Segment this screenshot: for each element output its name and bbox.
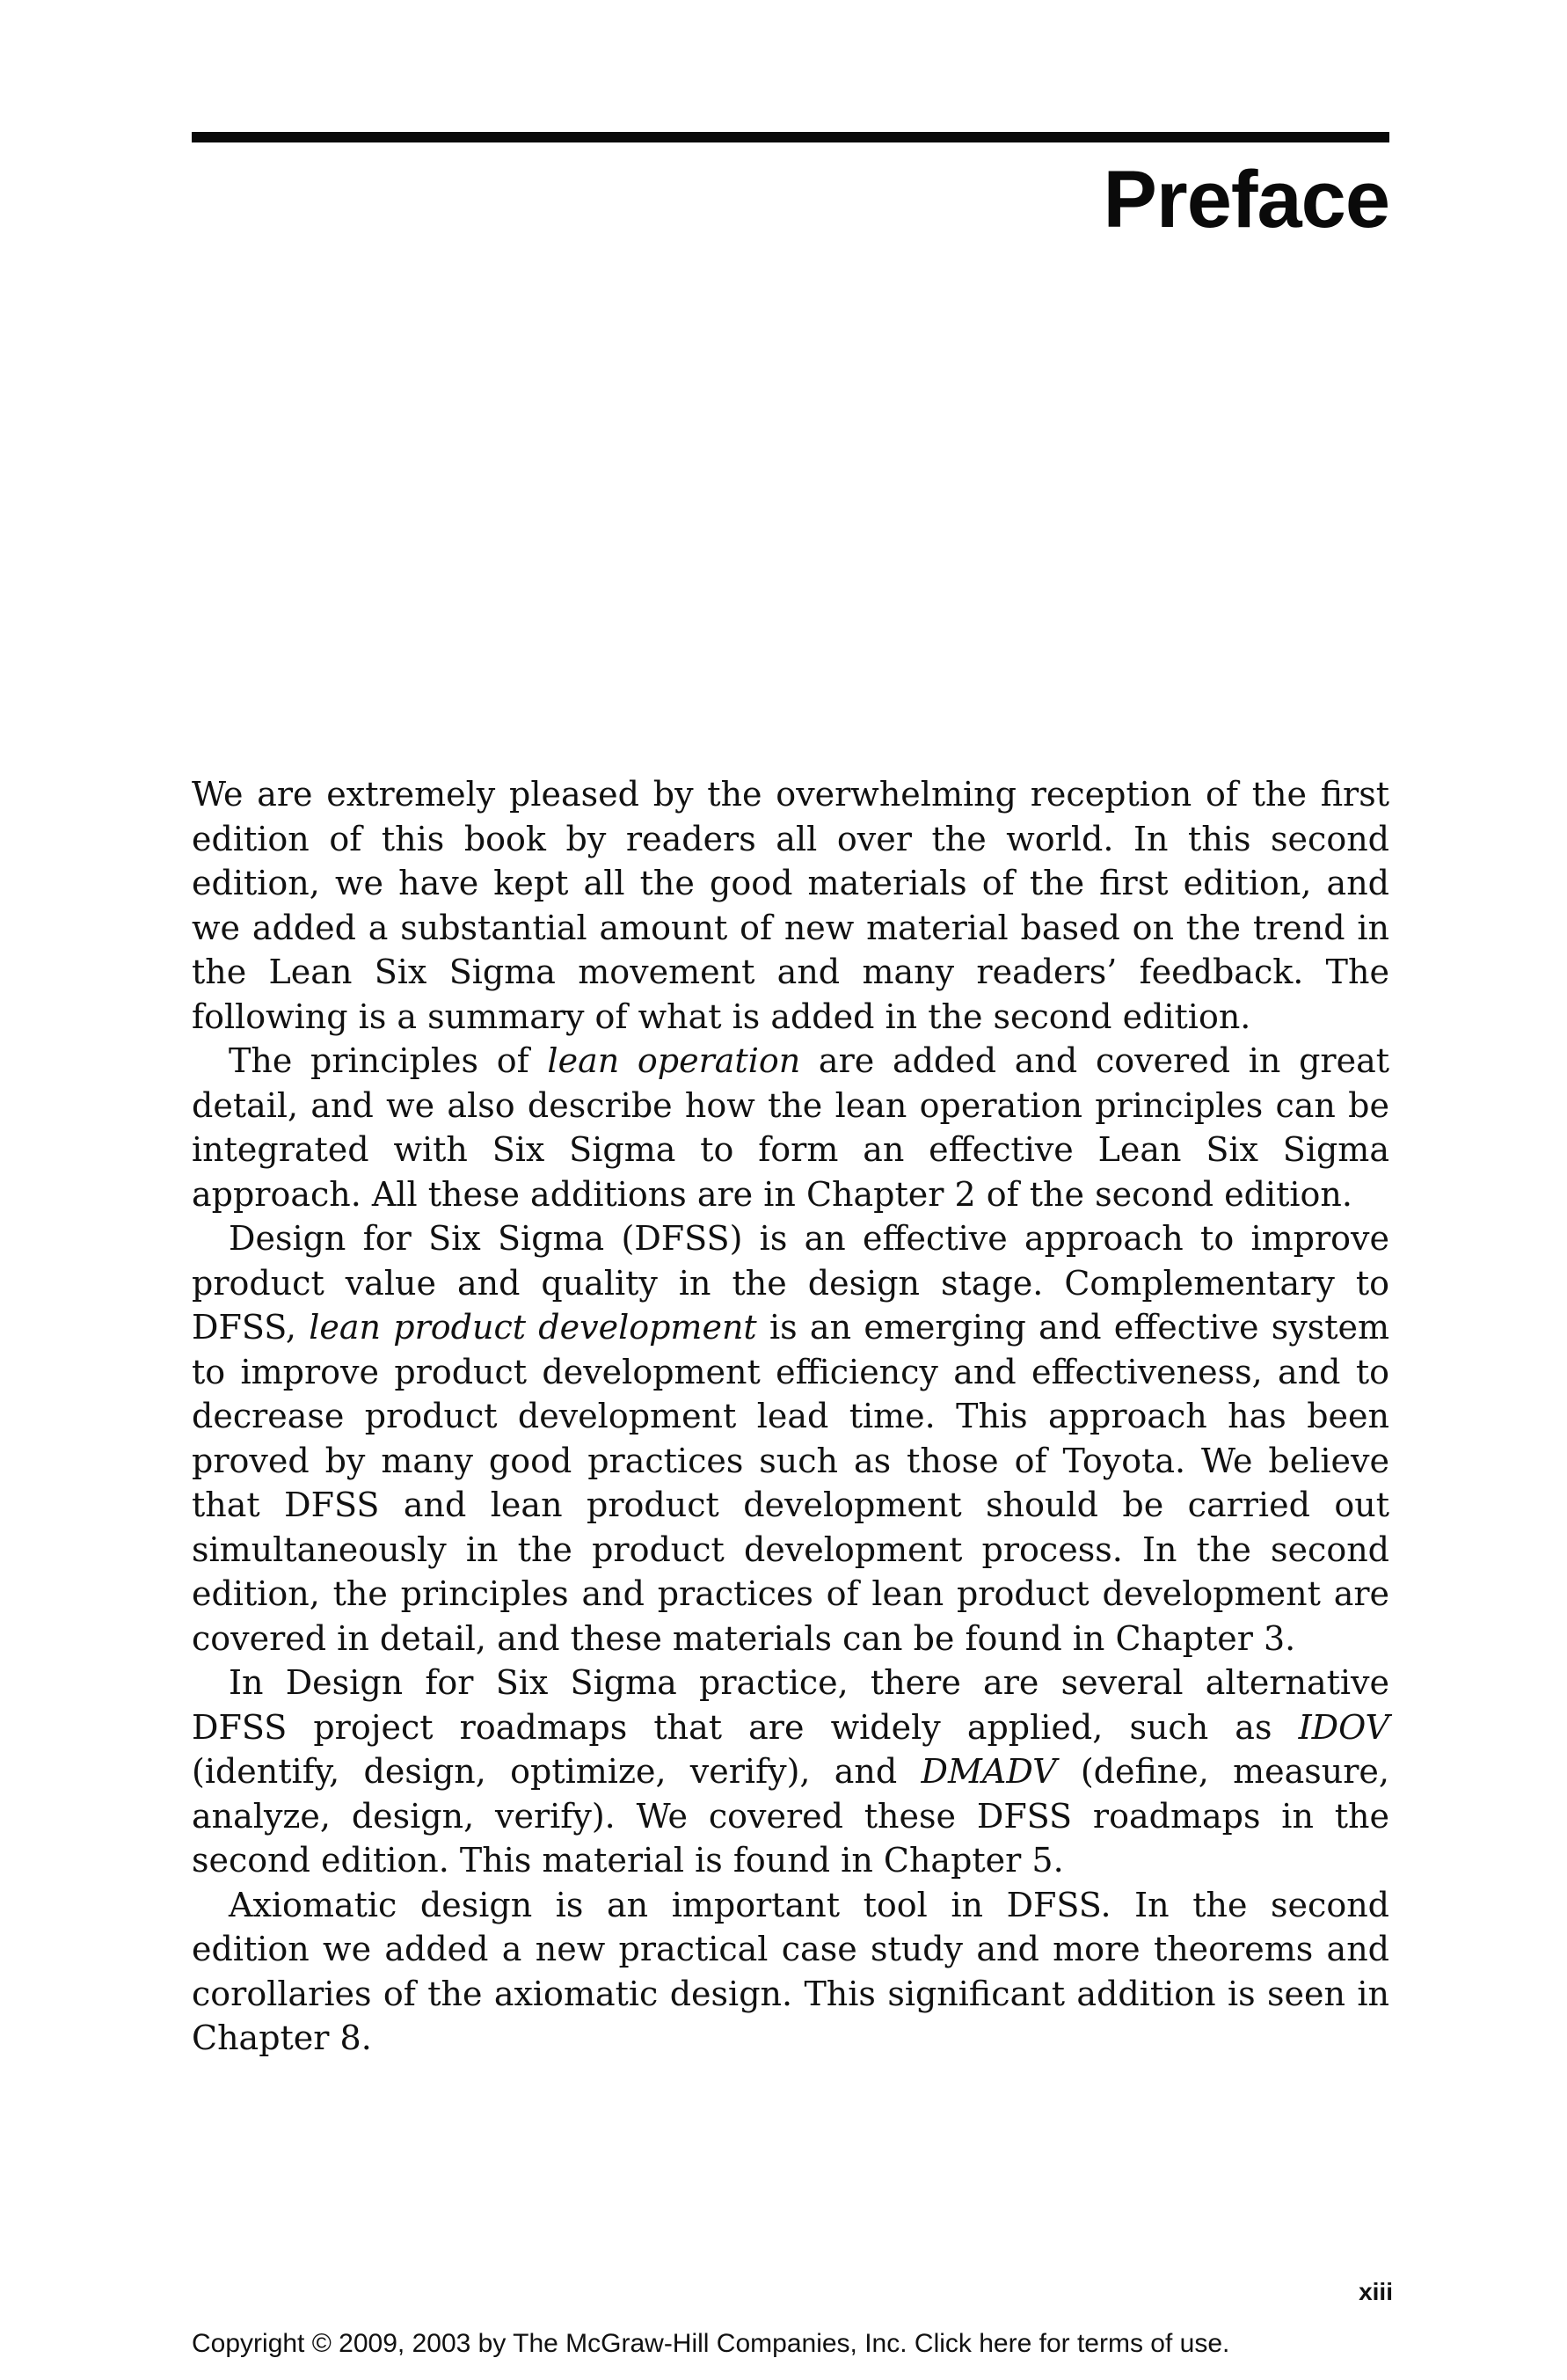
- paragraph: [192, 1661, 1389, 1883]
- title-rule: [192, 132, 1389, 142]
- page-title: Preface: [1103, 155, 1389, 245]
- paragraph-text: The principles of: [229, 1041, 548, 1080]
- italic-term: lean operation: [547, 1041, 801, 1080]
- copyright-text: Copyright © 2009, 2003 by The McGraw-Hill Companies, Inc.: [192, 2329, 915, 2358]
- paragraph-text: Axiomatic design is an important tool in DFSS. In the second edition we added a new practical case study and more theorems and corollaries of the axiomatic design. This significant addition is seen in Chapter 8.: [192, 1885, 1389, 2057]
- italic-term: IDOV: [1298, 1707, 1389, 1747]
- paragraph-text: (define, measure, analyze, design, verify). We covered these DFSS roadmaps in the second edition. This material is found in Chapter 5.: [192, 1752, 1390, 1880]
- paragraph-text: In Design for Six Sigma practice, there are several alternative DFSS project roadmaps that are widely applied, such as: [192, 1663, 1389, 1747]
- paragraph-text: are added and covered in great detail, and we also describe how the lean operation principles can be integrated with Six Sigma to form an effective Lean Six Sigma approach. All these additions are in Chapter 2 of the second edition.: [192, 1041, 1390, 1214]
- italic-term: lean product development: [309, 1308, 757, 1347]
- italic-term: DMADV: [921, 1752, 1057, 1791]
- paragraph-text: is an emerging and effective system to improve product development efficiency and effectiveness, and to decrease product development lead time. This approach has been proved by many good practices such as those of Toyota. We believe that DFSS and lean product development should be carried out simultaneously in the product development process. In the second edition, the principles and practices of lean product development are covered in detail, and these materials can be found in Chapter 3.: [192, 1308, 1389, 1658]
- preface-body: [192, 772, 1389, 2061]
- paragraph: [192, 772, 1389, 1039]
- terms-of-use-link[interactable]: Click here for terms of use.: [914, 2329, 1230, 2358]
- copyright-footer: [192, 2329, 1229, 2359]
- paragraph: [192, 1883, 1389, 2061]
- paragraph-text: (identify, design, optimize, verify), and: [192, 1752, 922, 1791]
- page-number: xiii: [1359, 2278, 1393, 2305]
- paragraph-text: We are extremely pleased by the overwhelming reception of the first edition of this book by readers all over the world. In this second edition, we have kept all the good materials of the first edition, and we added a substantial amount of new material based on the trend in the Lean Six Sigma movement and many readers’ feedback. The following is a summary of what is added in the second edition.: [192, 775, 1389, 1036]
- paragraph: [192, 1216, 1389, 1661]
- paragraph-text: Design for Six Sigma (DFSS) is an effective approach to improve product value and quality in the design stage. Complementary to DFSS,: [192, 1219, 1389, 1347]
- paragraph: [192, 1039, 1389, 1216]
